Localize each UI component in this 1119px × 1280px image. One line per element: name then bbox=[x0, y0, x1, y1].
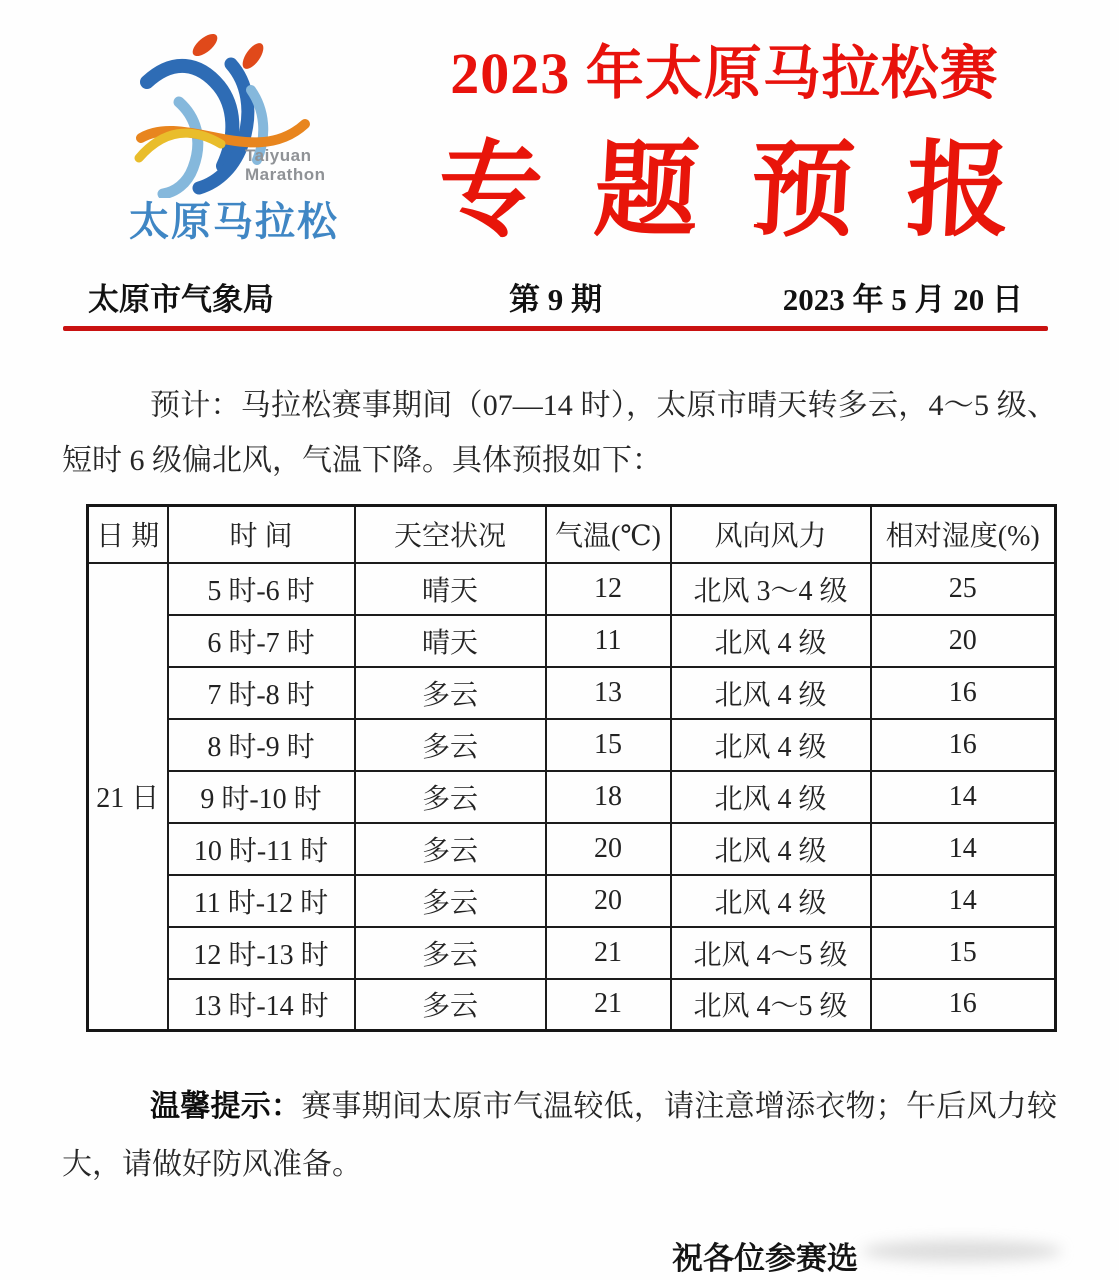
footer-wish-text: 祝各位参赛选 bbox=[672, 1241, 858, 1276]
humidity-cell: 16 bbox=[871, 719, 1056, 771]
humidity-cell: 25 bbox=[871, 563, 1056, 615]
header bbox=[0, 0, 1119, 262]
time-cell: 10 时-11 时 bbox=[168, 823, 355, 875]
table-row bbox=[88, 719, 1056, 771]
time-cell: 12 时-13 时 bbox=[168, 927, 355, 979]
agency-name: 太原市气象局 bbox=[88, 282, 274, 317]
header-wind: 风向风力 bbox=[671, 506, 871, 563]
time-cell: 7 时-8 时 bbox=[168, 667, 355, 719]
humidity-cell: 15 bbox=[871, 927, 1056, 979]
humidity-cell: 14 bbox=[871, 771, 1056, 823]
sky-cell: 晴天 bbox=[355, 563, 546, 615]
table-row bbox=[88, 979, 1056, 1031]
tips-label: 温馨提示： bbox=[150, 1090, 302, 1123]
table-row bbox=[88, 927, 1056, 979]
table-row bbox=[88, 771, 1056, 823]
wind-cell: 北风 3～4 级 bbox=[671, 563, 871, 615]
tips-text: 赛事期间太原市气温较低，请注意增添衣物；午后风力较大，请做好防风准备。 bbox=[62, 1090, 1058, 1181]
wind-cell: 北风 4 级 bbox=[671, 615, 871, 667]
table-row bbox=[88, 667, 1056, 719]
main-title: 2023 年太原马拉松赛 bbox=[450, 41, 999, 106]
temp-cell: 12 bbox=[546, 563, 671, 615]
sky-cell: 多云 bbox=[355, 927, 546, 979]
header-date: 日 期 bbox=[88, 506, 168, 563]
table-header-row bbox=[88, 506, 1056, 563]
time-cell: 9 时-10 时 bbox=[168, 771, 355, 823]
temp-cell: 20 bbox=[546, 823, 671, 875]
temp-cell: 15 bbox=[546, 719, 671, 771]
header-time: 时 间 bbox=[168, 506, 355, 563]
issue-number: 第 9 期 bbox=[508, 282, 602, 317]
wind-cell: 北风 4 级 bbox=[671, 771, 871, 823]
calligraphy-char: 预 bbox=[747, 134, 858, 249]
sky-cell: 晴天 bbox=[355, 615, 546, 667]
sky-cell: 多云 bbox=[355, 875, 546, 927]
calligraphy-char: 专 bbox=[435, 134, 546, 249]
calligraphy-title bbox=[367, 136, 1082, 248]
logo-chinese-text: 太原马拉松 bbox=[129, 200, 339, 244]
logo-english-line2: Marathon bbox=[245, 165, 326, 184]
temp-cell: 21 bbox=[546, 979, 671, 1031]
time-cell: 13 时-14 时 bbox=[168, 979, 355, 1031]
table-row bbox=[88, 875, 1056, 927]
header-temp: 气温(℃) bbox=[546, 506, 671, 563]
temp-cell: 20 bbox=[546, 875, 671, 927]
temp-cell: 21 bbox=[546, 927, 671, 979]
humidity-cell: 20 bbox=[871, 615, 1056, 667]
calligraphy-char: 题 bbox=[591, 134, 702, 249]
humidity-cell: 16 bbox=[871, 979, 1056, 1031]
wind-cell: 北风 4～5 级 bbox=[671, 979, 871, 1031]
wind-cell: 北风 4～5 级 bbox=[671, 927, 871, 979]
table-row bbox=[88, 823, 1056, 875]
humidity-cell: 14 bbox=[871, 823, 1056, 875]
masthead bbox=[63, 274, 1051, 319]
humidity-cell: 14 bbox=[871, 875, 1056, 927]
time-cell: 6 时-7 时 bbox=[168, 615, 355, 667]
issue-date: 2023 年 5 月 20 日 bbox=[782, 282, 1023, 317]
table-row bbox=[88, 563, 1056, 615]
temp-cell: 18 bbox=[546, 771, 671, 823]
header-sky: 天空状况 bbox=[355, 506, 546, 563]
time-cell: 5 时-6 时 bbox=[168, 563, 355, 615]
sky-cell: 多云 bbox=[355, 823, 546, 875]
wind-cell: 北风 4 级 bbox=[671, 667, 871, 719]
time-cell: 11 时-12 时 bbox=[168, 875, 355, 927]
red-divider-rule bbox=[63, 326, 1048, 331]
table-row bbox=[88, 615, 1056, 667]
header-humidity: 相对湿度(%) bbox=[871, 506, 1056, 563]
tips-paragraph bbox=[62, 1078, 1057, 1194]
temp-cell: 11 bbox=[546, 615, 671, 667]
wind-cell: 北风 4 级 bbox=[671, 823, 871, 875]
sky-cell: 多云 bbox=[355, 771, 546, 823]
taiyuan-marathon-logo bbox=[105, 24, 370, 259]
humidity-cell: 16 bbox=[871, 667, 1056, 719]
logo-english-line1: Taiyuan bbox=[245, 146, 312, 165]
date-cell: 21 日 bbox=[88, 563, 168, 1031]
wind-cell: 北风 4 级 bbox=[671, 719, 871, 771]
wind-cell: 北风 4 级 bbox=[671, 875, 871, 927]
time-cell: 8 时-9 时 bbox=[168, 719, 355, 771]
sky-cell: 多云 bbox=[355, 667, 546, 719]
calligraphy-char: 报 bbox=[903, 134, 1014, 249]
sky-cell: 多云 bbox=[355, 979, 546, 1031]
title-block bbox=[370, 24, 1079, 262]
forecast-summary: 预计：马拉松赛事期间（07—14 时），太原市晴天转多云，4～5 级、短时 6 级偏北风，气温下降。具体预报如下： bbox=[62, 389, 1057, 477]
blurred-smudge bbox=[862, 1240, 1062, 1262]
forecast-table bbox=[86, 504, 1057, 1032]
sky-cell: 多云 bbox=[355, 719, 546, 771]
logo-english-text bbox=[245, 146, 326, 184]
temp-cell: 13 bbox=[546, 667, 671, 719]
